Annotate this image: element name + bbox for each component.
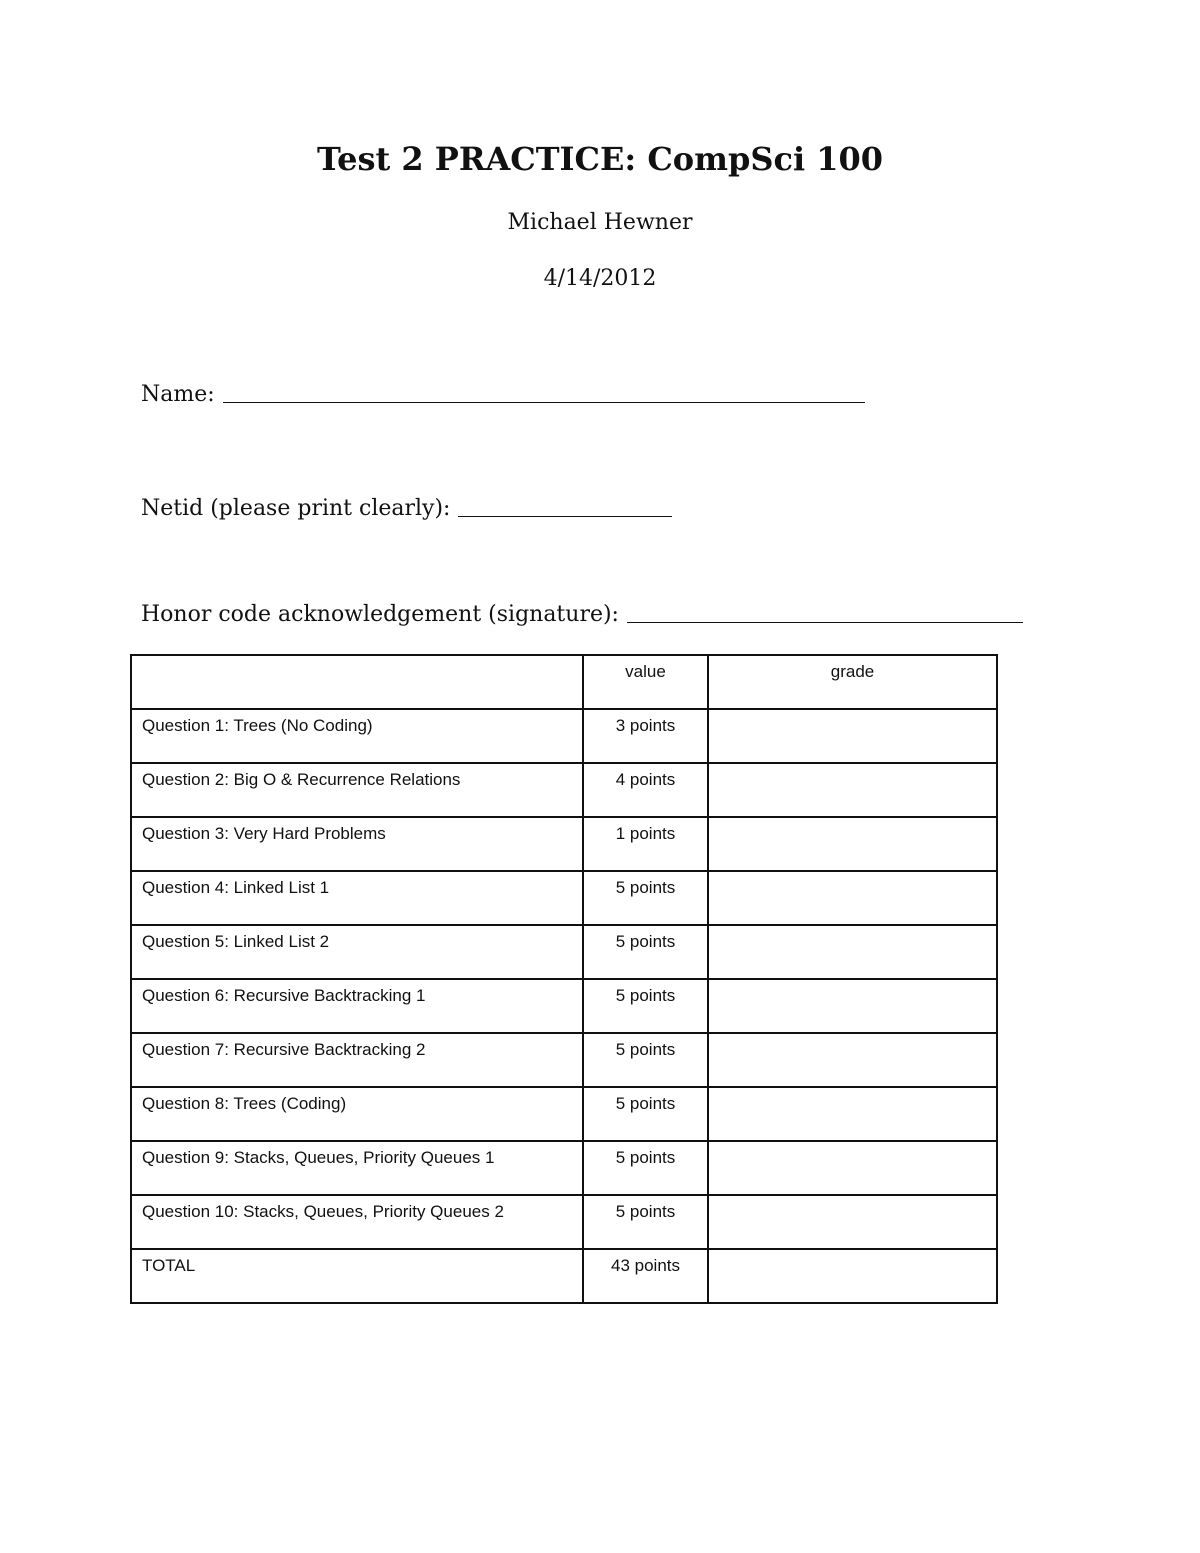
question-value: 1 points	[583, 817, 708, 871]
table-row	[131, 709, 997, 763]
grade-cell[interactable]	[708, 1195, 997, 1249]
honor-code-label: Honor code acknowledgement (signature):	[141, 602, 619, 627]
question-value: 5 points	[583, 871, 708, 925]
question-label: Question 4: Linked List 1	[131, 871, 583, 925]
grade-cell[interactable]	[708, 763, 997, 817]
document-date: 4/14/2012	[543, 266, 657, 291]
grade-cell[interactable]	[708, 817, 997, 871]
question-value: 5 points	[583, 1087, 708, 1141]
grade-cell[interactable]	[708, 925, 997, 979]
table-row	[131, 1195, 997, 1249]
honor-code-field	[141, 600, 1023, 627]
header-cell-grade: grade	[708, 655, 997, 709]
total-value: 43 points	[583, 1249, 708, 1303]
question-value: 4 points	[583, 763, 708, 817]
netid-blank-line[interactable]	[458, 494, 672, 517]
question-value: 5 points	[583, 1033, 708, 1087]
header-cell-question	[131, 655, 583, 709]
table-row	[131, 1033, 997, 1087]
name-label: Name:	[141, 382, 215, 407]
total-row	[131, 1249, 997, 1303]
table-row	[131, 871, 997, 925]
question-label: Question 7: Recursive Backtracking 2	[131, 1033, 583, 1087]
question-label: Question 6: Recursive Backtracking 1	[131, 979, 583, 1033]
table-row	[131, 1087, 997, 1141]
question-label: Question 1: Trees (No Coding)	[131, 709, 583, 763]
question-label: Question 3: Very Hard Problems	[131, 817, 583, 871]
table-row	[131, 817, 997, 871]
question-value: 3 points	[583, 709, 708, 763]
grade-cell[interactable]	[708, 709, 997, 763]
question-value: 5 points	[583, 1141, 708, 1195]
name-blank-line[interactable]	[223, 380, 865, 403]
grade-cell[interactable]	[708, 1087, 997, 1141]
table-row	[131, 1141, 997, 1195]
header-cell-value: value	[583, 655, 708, 709]
name-field	[141, 380, 865, 407]
grade-cell[interactable]	[708, 871, 997, 925]
table-row	[131, 763, 997, 817]
total-grade-cell[interactable]	[708, 1249, 997, 1303]
netid-label: Netid (please print clearly):	[141, 496, 451, 521]
grade-cell[interactable]	[708, 979, 997, 1033]
question-label: Question 8: Trees (Coding)	[131, 1087, 583, 1141]
table-header-row	[131, 655, 997, 709]
question-label: Question 10: Stacks, Queues, Priority Queues 2	[131, 1195, 583, 1249]
grade-cell[interactable]	[708, 1141, 997, 1195]
question-label: Question 5: Linked List 2	[131, 925, 583, 979]
total-label: TOTAL	[131, 1249, 583, 1303]
signature-blank-line[interactable]	[627, 600, 1023, 623]
table-row	[131, 925, 997, 979]
question-label: Question 9: Stacks, Queues, Priority Queues 1	[131, 1141, 583, 1195]
question-value: 5 points	[583, 979, 708, 1033]
question-value: 5 points	[583, 1195, 708, 1249]
table-row	[131, 979, 997, 1033]
grade-cell[interactable]	[708, 1033, 997, 1087]
document-title: Test 2 PRACTICE: CompSci 100	[316, 140, 884, 178]
author-name: Michael Hewner	[507, 210, 693, 235]
question-label: Question 2: Big O & Recurrence Relations	[131, 763, 583, 817]
netid-field	[141, 494, 672, 521]
question-value: 5 points	[583, 925, 708, 979]
grade-table	[130, 654, 998, 1304]
